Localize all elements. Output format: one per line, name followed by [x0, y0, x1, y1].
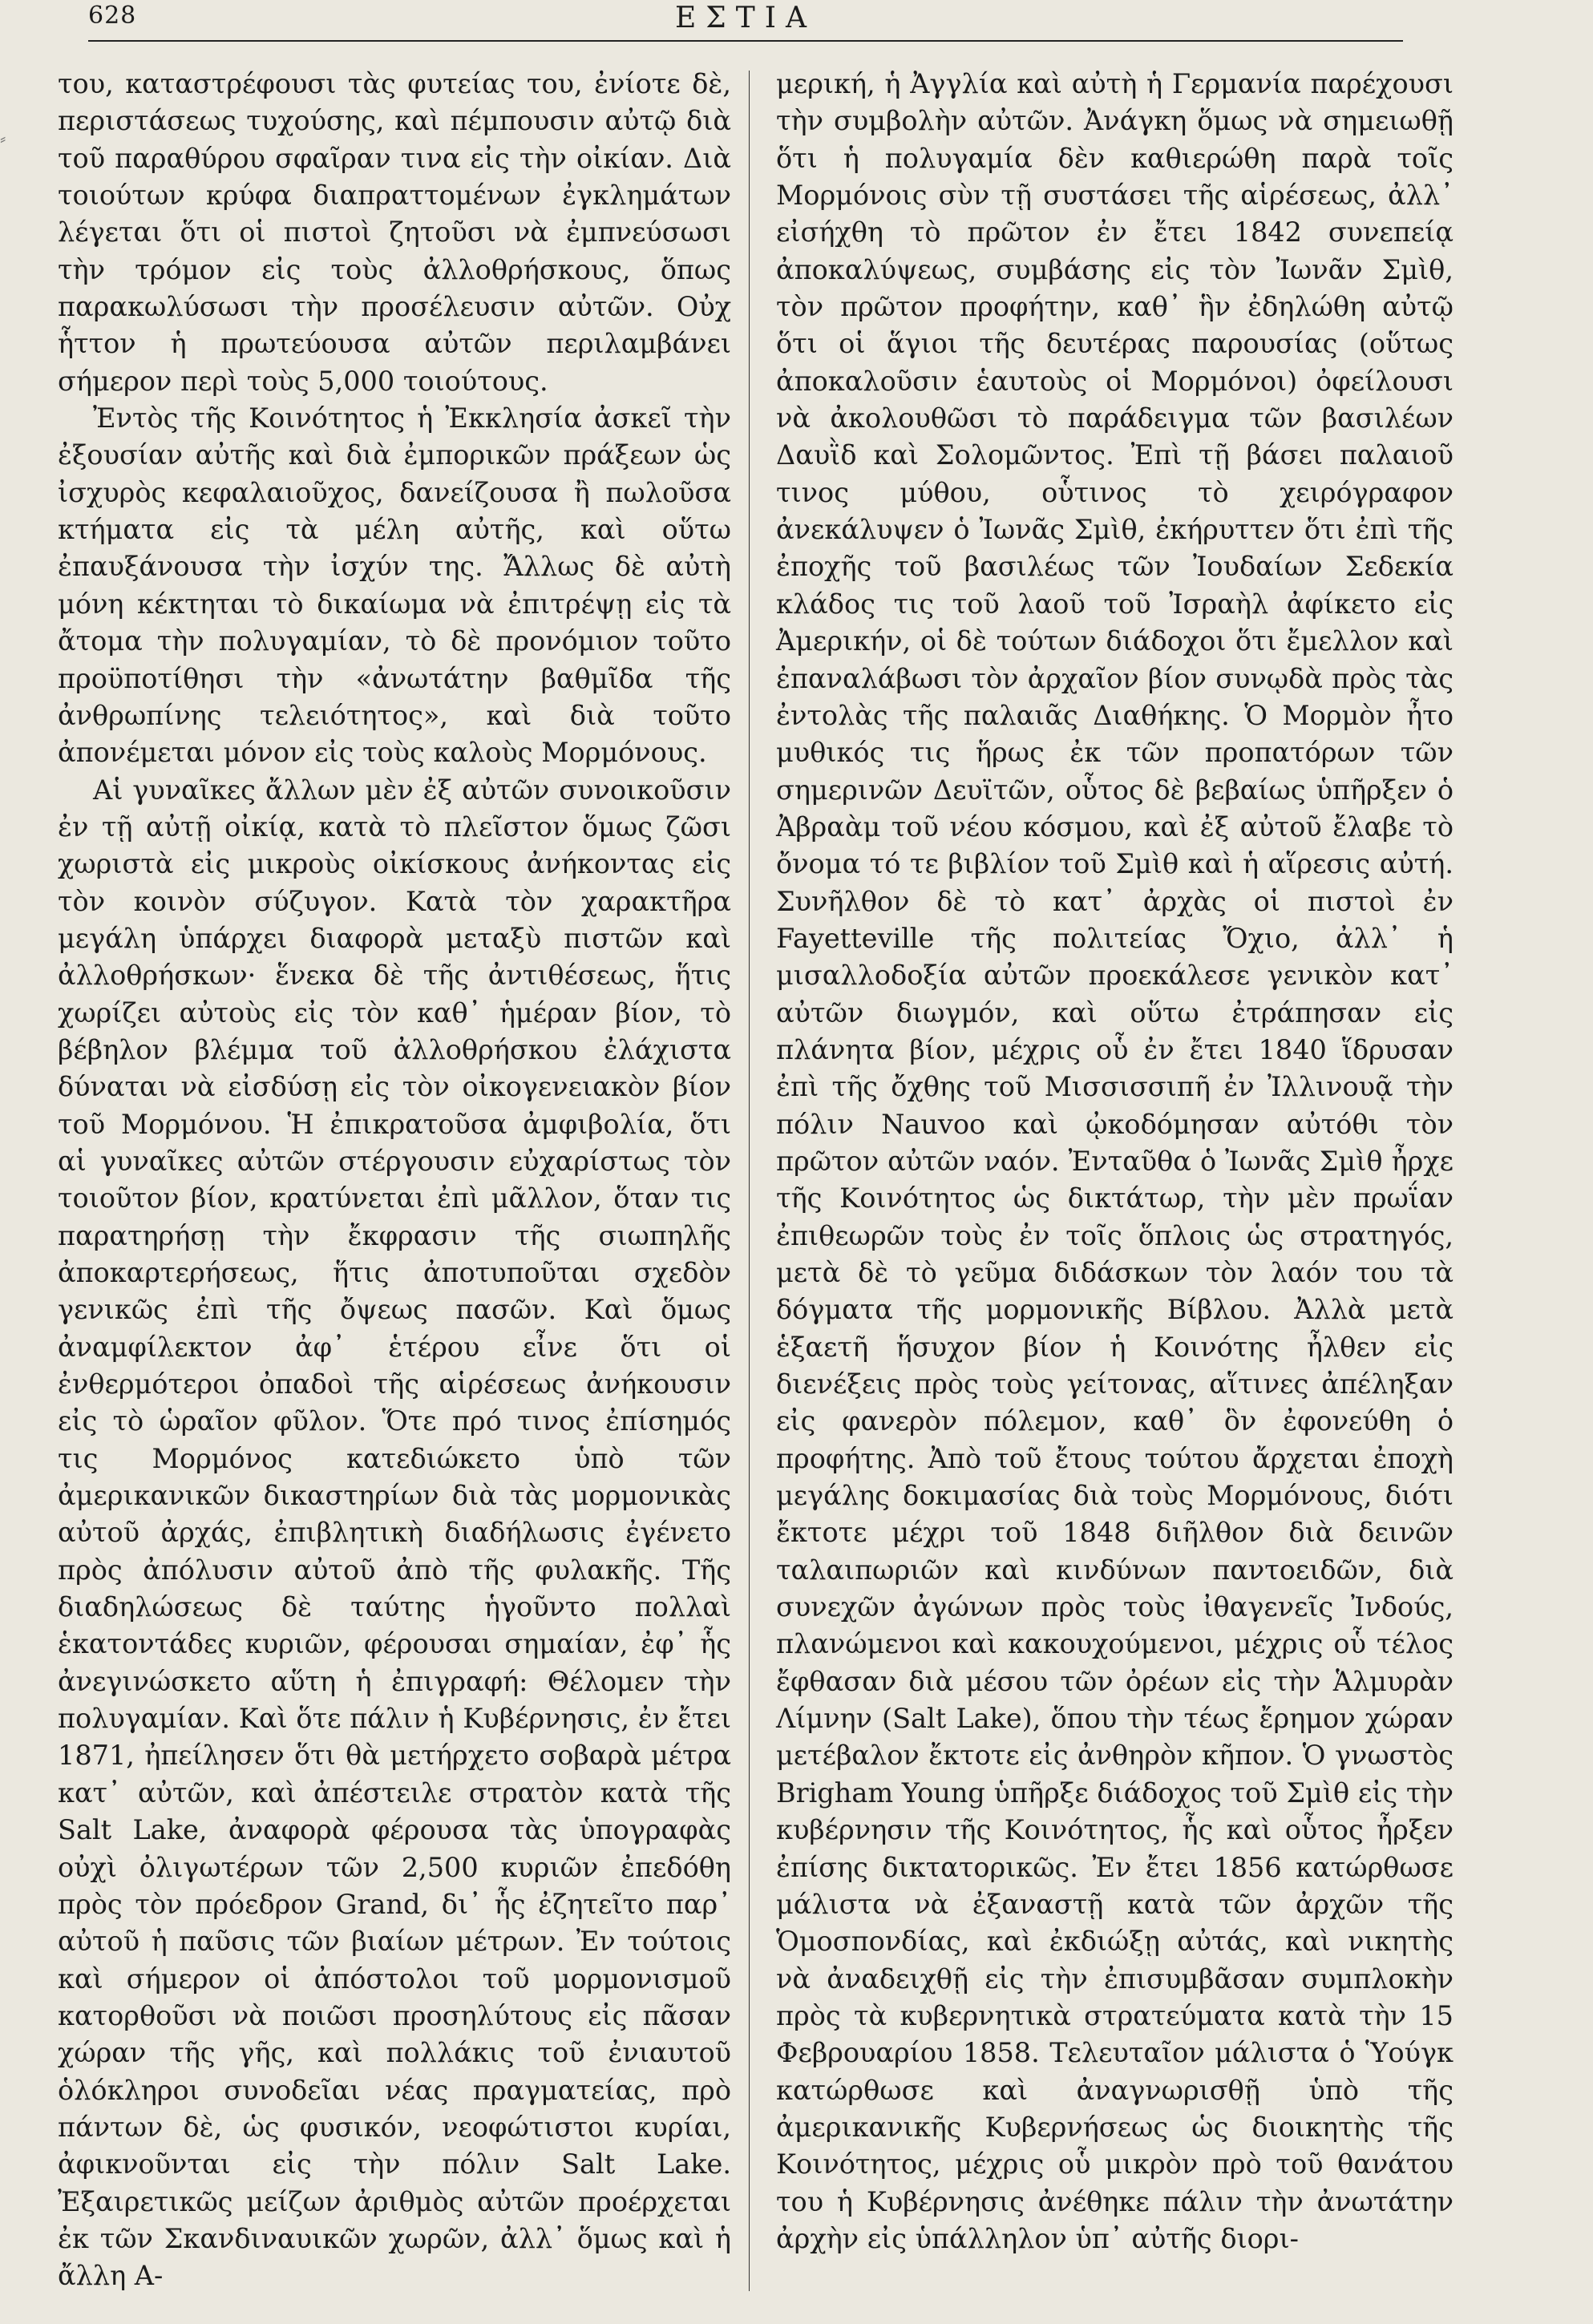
left-paragraph-1: του, καταστρέφουσι τὰς φυτείας του, ἐνίοτε δὲ, περιστάσεως τυχούσης, καὶ πέμπουσιν αὐτῷ διὰ τοῦ παραθύρου σφαῖραν τινα εἰς τὴν οἰκίαν. Διὰ τοιούτων κρύφα διαπραττομένων ἐγκλημάτων λέγεται ὅτι οἱ πιστοὶ ζητοῦσι νὰ ἐμπνεύσωσι τὴν τρόμον εἰς τοὺς ἀλλοθρήσκους, ὅπως παρακωλύσωσι τὴν προσέλευσιν αὐτῶν. Οὐχ ἧττον ἡ πρωτεύουσα αὐτῶν περιλαμβάνει σήμερον περὶ τοὺς 5,000 τοιούτους.	[58, 68, 731, 397]
left-paragraph-2: Ἐντὸς τῆς Κοινότητος ἡ Ἐκκλησία ἀσκεῖ τὴν ἐξουσίαν αὐτῆς καὶ διὰ ἐμπορικῶν πράξεων ὡς ἰσχυρὸς κεφαλαιοῦχος, δανείζουσα ἢ πωλοῦσα κτήματα εἰς τὰ μέλη αὐτῆς, καὶ οὕτω ἐπαυξάνουσα τὴν ἰσχύν της. Ἄλλως δὲ αὐτὴ μόνη κέκτηται τὸ δικαίωμα νὰ ἐπιτρέψῃ εἰς τὰ ἄτομα τὴν πολυγαμίαν, τὸ δὲ προνόμιον τοῦτο προϋποτίθησι τὴν «ἀνωτάτην βαθμῖδα τῆς ἀνθρωπίνης τελειότητος», καὶ διὰ τοῦτο ἀπονέμεται μόνον εἰς τοὺς καλοὺς Μορμόνους.	[58, 402, 731, 769]
header-rule	[88, 40, 1403, 42]
right-column	[776, 66, 1454, 2257]
left-column	[58, 66, 731, 2295]
column-divider	[749, 71, 750, 2291]
journal-title: ΕΣΤΙΑ	[675, 2, 816, 34]
margin-mark: ⸗	[0, 129, 6, 149]
right-paragraph-1: μερική, ἡ Ἀγγλία καὶ αὐτὴ ἡ Γερμανία παρέχουσι τὴν συμβολὴν αὐτῶν. Ἀνάγκη ὅμως νὰ σημειωθῇ ὅτι ἡ πολυγαμία δὲν καθιερώθη παρὰ τοῖς Μορμόνοις σὺν τῇ συστάσει τῆς αἱρέσεως, ἀλλ᾽ εἰσήχθη τὸ πρῶτον ἐν ἔτει 1842 συνεπείᾳ ἀποκαλύψεως, συμβάσης εἰς τὸν Ἰωνᾶν Σμὶθ, τὸν πρῶτον προφήτην, καθ᾽ ἣν ἐδηλώθη αὐτῷ ὅτι οἱ ἅγιοι τῆς δευτέρας παρουσίας (οὕτως ἀποκαλοῦσιν ἑαυτοὺς οἱ Μορμόνοι) ὀφείλουσι νὰ ἀκολουθῶσι τὸ παράδειγμα τῶν βασιλέων Δαυῒδ καὶ Σολομῶντος. Ἐπὶ τῇ βάσει παλαιοῦ τινος μύθου, οὗτινος τὸ χειρόγραφον ἀνεκάλυψεν ὁ Ἰωνᾶς Σμὶθ, ἐκήρυττεν ὅτι ἐπὶ τῆς ἐποχῆς τοῦ βασιλέως τῶν Ἰουδαίων Σεδεκία κλάδος τις τοῦ λαοῦ τοῦ Ἰσραὴλ ἀφίκετο εἰς Ἀμερικήν, οἱ δὲ τούτων διάδοχοι ὅτι ἔμελλον καὶ ἐπαναλάβωσι τὸν ἀρχαῖον βίον συνῳδὰ πρὸς τὰς ἐντολὰς τῆς παλαιᾶς Διαθήκης. Ὁ Μορμὸν ἦτο μυθικός τις ἥρως ἐκ τῶν προπατόρων τῶν σημερινῶν Δευϊτῶν, οὗτος δὲ βεβαίως ὑπῆρξεν ὁ Ἀβραὰμ τοῦ νέου κόσμου, καὶ ἐξ αὐτοῦ ἔλαβε τὸ ὄνομα τό τε βιβλίον τοῦ Σμὶθ καὶ ἡ αἵρεσις αὐτή. Συνῆλθον δὲ τὸ κατ᾽ ἀρχὰς οἱ πιστοὶ ἐν Fayetteville τῆς πολιτείας Ὄχιο, ἀλλ᾽ ἡ μισαλλοδοξία αὐτῶν προεκάλεσε γενικὸν κατ᾽ αὐτῶν διωγμόν, καὶ οὕτω ἐτράπησαν εἰς πλάνητα βίον, μέχρις οὗ ἐν ἔτει 1840 ἵδρυσαν ἐπὶ τῆς ὄχθης τοῦ Μισσισσιπῆ ἐν Ἰλλινουᾷ τὴν πόλιν Nauvoo καὶ ᾠκοδόμησαν αὐτόθι τὸν πρῶτον αὐτῶν ναόν. Ἐνταῦθα ὁ Ἰωνᾶς Σμὶθ ἦρχε τῆς Κοινότητος ὡς δικτάτωρ, τὴν μὲν πρωΐαν ἐπιθεωρῶν τοὺς ἐν τοῖς ὅπλοις ὡς στρατηγός, μετὰ δὲ τὸ γεῦμα διδάσκων τὸν λαόν του τὰ δόγματα τῆς μορμονικῆς Βίβλου. Ἀλλὰ μετὰ ἑξαετῆ ἥσυχον βίον ἡ Κοινότης ἦλθεν εἰς διενέξεις πρὸς τοὺς γείτονας, αἵτινες ἀπέληξαν εἰς φανερὸν πόλεμον, καθ᾽ ὃν ἐφονεύθη ὁ προφήτης. Ἀπὸ τοῦ ἔτους τούτου ἄρχεται ἐποχὴ μεγάλης δοκιμασίας διὰ τοὺς Μορμόνους, διότι ἔκτοτε μέχρι τοῦ 1848 διῆλθον διὰ δεινῶν ταλαιπωριῶν καὶ κινδύνων παντοειδῶν, διὰ συνεχῶν ἀγώνων πρὸς τοὺς ἰθαγενεῖς Ἰνδούς, πλανώμενοι καὶ κακουχούμενοι, μέχρις οὗ τέλος ἔφθασαν διὰ μέσου τῶν ὀρέων εἰς τὴν Ἁλμυρὰν Λίμνην (Salt Lake), ὅπου τὴν τέως ἔρημον χώραν μετέβαλον ἔκτοτε εἰς ἀνθηρὸν κῆπον. Ὁ γνωστὸς Brigham Young ὑπῆρξε διάδοχος τοῦ Σμὶθ εἰς τὴν κυβέρνησιν τῆς Κοινότητος, ἧς καὶ οὗτος ἦρξεν ἐπίσης δικτατορικῶς. Ἐν ἔτει 1856 κατώρθωσε μάλιστα νὰ ἐξαναστῇ κατὰ τῶν ἀρχῶν τῆς Ὁμοσπονδίας, καὶ ἐκδιώξῃ αὐτάς, καὶ νικητὴς νὰ ἀναδειχθῇ εἰς τὴν ἐπισυμβᾶσαν συμπλοκὴν πρὸς τὰ κυβερνητικὰ στρατεύματα κατὰ τὴν 15 Φεβρουαρίου 1858. Τελευταῖον μάλιστα ὁ Ὑούγκ κατώρθωσε καὶ ἀναγνωρισθῇ ὑπὸ τῆς ἀμερικανικῆς Κυβερνήσεως ὡς διοικητὴς τῆς Κοινότητος, μέχρις οὗ μικρὸν πρὸ τοῦ θανάτου του ἡ Κυβέρνησις ἀνέθηκε πάλιν τὴν ἀνωτάτην ἀρχὴν εἰς ὑπάλληλον ὑπ᾽ αὐτῆς διορι-	[776, 68, 1454, 2254]
page-number: 628	[88, 2, 137, 30]
left-paragraph-3: Αἱ γυναῖκες ἄλλων μὲν ἐξ αὐτῶν συνοικοῦσιν ἐν τῇ αὐτῇ οἰκίᾳ, κατὰ τὸ πλεῖστον ὅμως ζῶσι χωριστὰ εἰς μικροὺς οἰκίσκους ἀνήκοντας εἰς τὸν κοινὸν σύζυγον. Κατὰ τὸν χαρακτῆρα μεγάλη ὑπάρχει διαφορὰ μεταξὺ πιστῶν καὶ ἀλλοθρήσκων· ἕνεκα δὲ τῆς ἀντιθέσεως, ἥτις χωρίζει αὐτοὺς εἰς τὸν καθ᾽ ἡμέραν βίον, τὸ βέβηλον βλέμμα τοῦ ἀλλοθρήσκου ἐλάχιστα δύναται νὰ εἰσδύσῃ εἰς τὸν οἰκογενειακὸν βίον τοῦ Μορμόνου. Ἡ ἐπικρατοῦσα ἀμφιβολία, ὅτι αἱ γυναῖκες αὐτῶν στέργουσιν εὐχαρίστως τὸν τοιοῦτον βίον, κρατύνεται ἐπὶ μᾶλλον, ὅταν τις παρατηρήσῃ τὴν ἔκφρασιν τῆς σιωπηλῆς ἀποκαρτερήσεως, ἥτις ἀποτυποῦται σχεδὸν γενικῶς ἐπὶ τῆς ὄψεως πασῶν. Καὶ ὅμως ἀναμφίλεκτον ἀφ᾽ ἑτέρου εἶνε ὅτι οἱ ἐνθερμότεροι ὀπαδοὶ τῆς αἱρέσεως ἀνήκουσιν εἰς τὸ ὡραῖον φῦλον. Ὅτε πρό τινος ἐπίσημός τις Μορμόνος κατεδιώκετο ὑπὸ τῶν ἀμερικανικῶν δικαστηρίων διὰ τὰς μορμονικὰς αὐτοῦ ἀρχάς, ἐπιβλητικὴ διαδήλωσις ἐγένετο πρὸς ἀπόλυσιν αὐτοῦ ἀπὸ τῆς φυλακῆς. Τῆς διαδηλώσεως δὲ ταύτης ἡγοῦντο πολλαὶ ἑκατοντάδες κυριῶν, φέρουσαι σημαίαν, ἐφ᾽ ἧς ἀνεγινώσκετο αὕτη ἡ ἐπιγραφή: Θέλομεν τὴν πολυγαμίαν. Καὶ ὅτε πάλιν ἡ Κυβέρνησις, ἐν ἔτει 1871, ἠπείλησεν ὅτι θὰ μετήρχετο σοβαρὰ μέτρα κατ᾽ αὐτῶν, καὶ ἀπέστειλε στρατὸν κατὰ τῆς Salt Lake, ἀναφορὰ φέρουσα τὰς ὑπογραφὰς οὐχὶ ὀλιγωτέρων τῶν 2,500 κυριῶν ἐπεδόθη πρὸς τὸν πρόεδρον Grand, δι᾽ ἧς ἐζητεῖτο παρ᾽ αὐτοῦ ἡ παῦσις τῶν βιαίων μέτρων. Ἐν τούτοις καὶ σήμερον οἱ ἀπόστολοι τοῦ μορμονισμοῦ κατορθοῦσι νὰ ποιῶσι προσηλύτους εἰς πᾶσαν χώραν τῆς γῆς, καὶ πολλάκις τοῦ ἐνιαυτοῦ ὁλόκληροι συνοδεῖαι νέας πραγματείας, πρὸ πάντων δὲ, ὡς φυσικόν, νεοφώτιστοι κυρίαι, ἀφικνοῦνται εἰς τὴν πόλιν Salt Lake. Ἐξαιρετικῶς μείζων ἀριθμὸς αὐτῶν προέρχεται ἐκ τῶν Σκανδιναυικῶν χωρῶν, ἀλλ᾽ ὅμως καὶ ἡ ἄλλη Α-	[58, 774, 731, 2292]
page-header	[88, 0, 1403, 38]
